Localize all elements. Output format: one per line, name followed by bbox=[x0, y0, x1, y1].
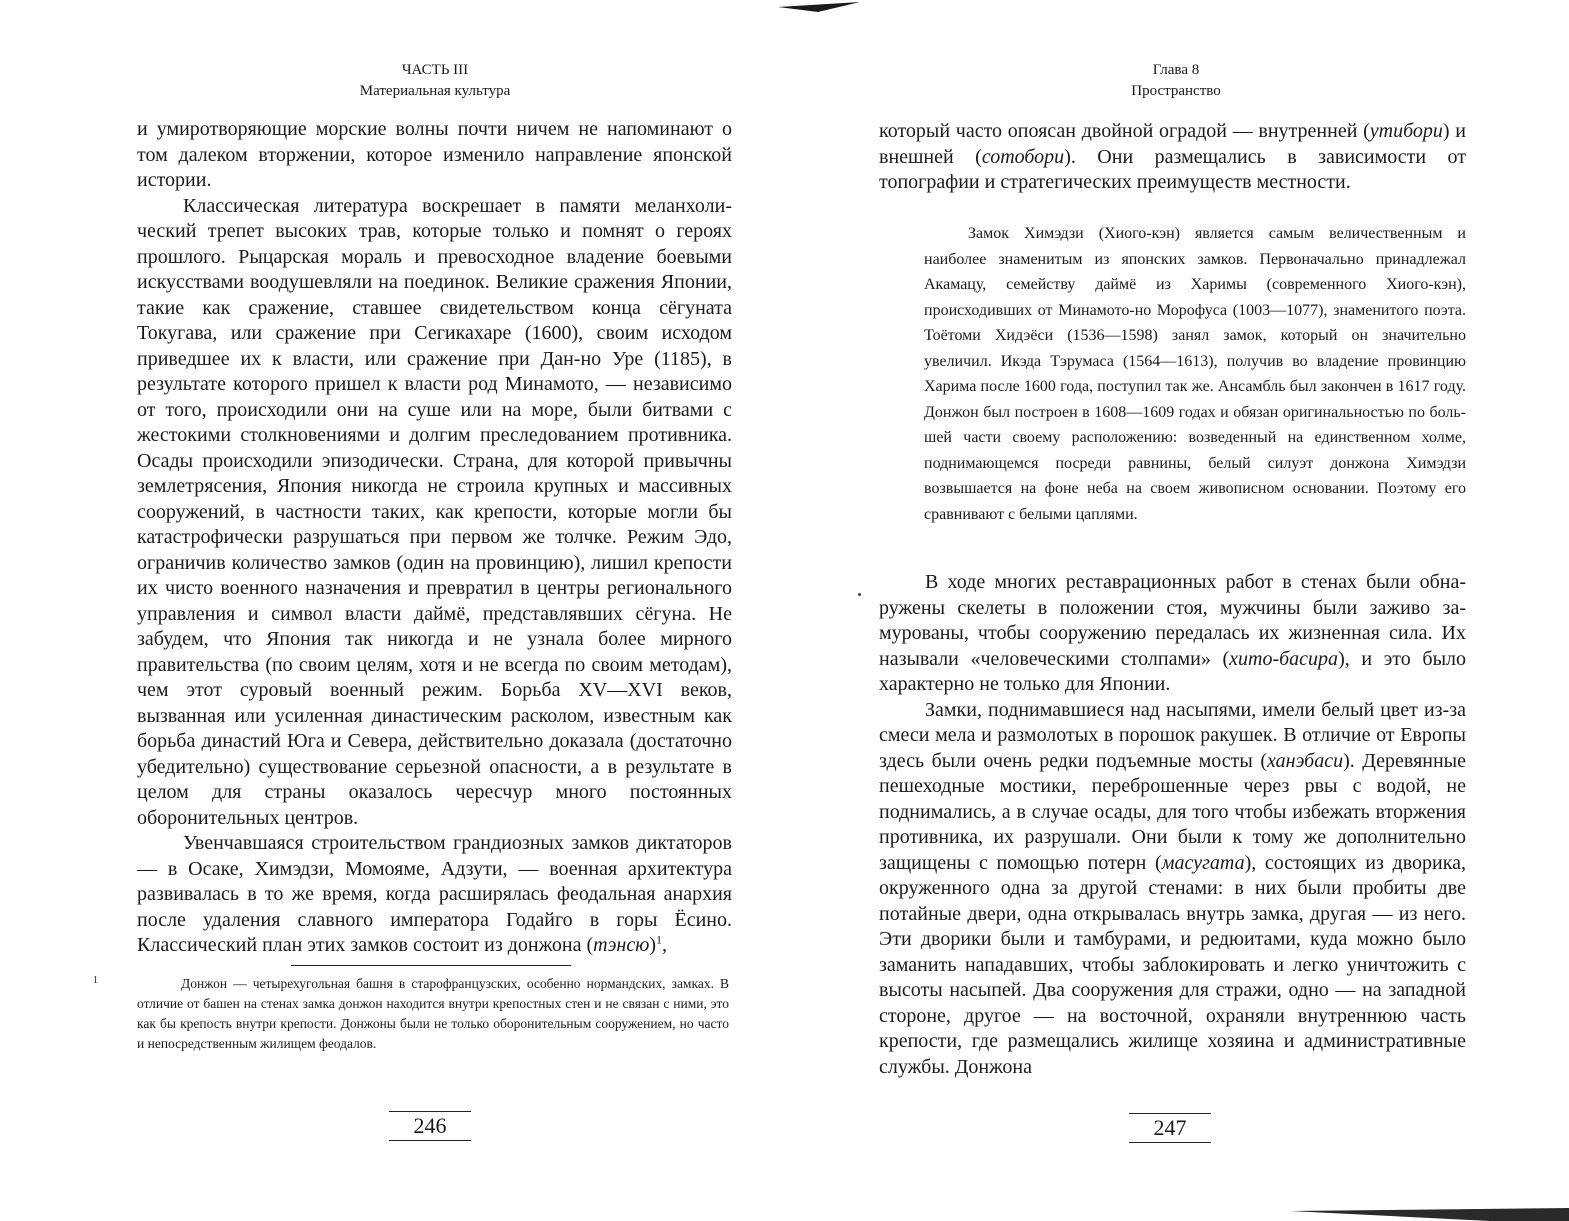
text-run: и умиротворяющие морские волны почти ничем не напоминают о том далеком вторжении, которое изменило направление японской истории. bbox=[137, 118, 732, 191]
paragraph bbox=[137, 117, 732, 194]
text-run: который часто опоясан двойной оградой — внутренней ( bbox=[879, 120, 1370, 142]
text-run: В ходе многих реставрационных работ в стенах были обнаружены скелеты в положении стоя, мужчины были заживо замурованы, чтобы сооружению передалась их жизненная сила. Их называли «человеческими столпами» ( bbox=[879, 571, 1466, 670]
text-run: ), и это было характерно не только для Японии. bbox=[879, 647, 1466, 695]
footnote bbox=[93, 974, 729, 1054]
right-page bbox=[784, 0, 1569, 1221]
block-quote bbox=[924, 221, 1466, 527]
paragraph bbox=[879, 119, 1466, 196]
chapter-label: Глава 8 bbox=[1152, 62, 1200, 78]
scan-artifact-edge bbox=[1290, 1205, 1569, 1221]
footnote-number: 1 bbox=[93, 975, 98, 986]
page-number-right: 247 bbox=[1129, 1113, 1211, 1143]
text-run: , bbox=[662, 934, 668, 956]
running-head-right bbox=[878, 60, 1474, 102]
text-run: ). Деревянные пешеходные мостики, переброшенные через рвы с водой, не поднимались, а в случае осады, для того чтобы избежать вторжения противника, их разрушали. Они были к тому же дополнительно защищены с помощью потерн ( bbox=[879, 749, 1467, 874]
italic-term: утибори bbox=[1369, 120, 1443, 142]
italic-term: ханэбаси bbox=[1267, 749, 1344, 772]
text-run: ), состоящих из дворика, окруженного одна за другой стенами: в них были пробиты две потайные двери, одна открывалась внутрь замка, другая — из него. Эти дворики были и тамбурами, и редюитами, куда можно было заманить нападавших, чтобы заблокировать и легко уничтожить с высоты насыпей. Два сооружения для стражи, одно — на западной стороне, другое — на восточной, охраняли внутреннюю часть крепости, где размещались жилище хозяина и административные службы. Донжона bbox=[879, 851, 1466, 1078]
footnote-separator bbox=[291, 965, 571, 966]
italic-term: хито-басира bbox=[1229, 647, 1339, 670]
text-run: Замки, поднимавшиеся над насыпями, имели белый цвет из-за смеси мела и размолотых в порошок ракушек. В отличие от Европы здесь были очень редки подъемные мосты ( bbox=[879, 698, 1466, 772]
part-label: ЧАСТЬ III bbox=[401, 62, 469, 78]
block-quote-text: Замок Химэдзи (Хиого-кэн) является самым величественным и наиболее знаменитым из японских замков. Первоначально принадлежал Акамацу, семейству даймё из Харимы (современного Хиого-кэн), происходивших от Минамото-но Морофуса (1003—1077), знаменитого поэта. Тоётоми Хидэёси (1536—1598) занял замок, который он значительно увеличил. Икэда Тэрумаса (1564—1613), получив во владение провинцию Харима после 1600 года, поступил так же. Ансамбль был закончен в 1617 году. Донжон был построен в 1608—1609 годах и обязан оригинальностью по большей части своему расположению: возведенный на единственном холме, поднимающемся посреди равнины, белый силуэт донжона Химэдзи возвышается на фоне неба на своем живописном основании. Поэтому его сравнивают с белыми цаплями. bbox=[924, 225, 1466, 523]
running-head-left bbox=[137, 60, 733, 102]
italic-term: тэнсю bbox=[593, 934, 650, 956]
footnote-text: Донжон — четырехугольная башня в старофранцузских, особенно нормандских, замках. В отличие от башен на стенах замка донжон находится внутри крепостных стен и не связан с ними, это как бы крепость внутри крепости. Донжоны были не только оборонительным сооружением, но часто и непосредственным жилищем феодалов. bbox=[137, 976, 729, 1051]
body-text-left bbox=[137, 117, 732, 959]
paragraph bbox=[879, 698, 1466, 1081]
page-number-left: 246 bbox=[389, 1111, 471, 1141]
paragraph bbox=[137, 194, 732, 832]
left-page bbox=[0, 0, 784, 1221]
paragraph bbox=[879, 570, 1466, 698]
text-run: ) bbox=[649, 934, 657, 956]
body-text-right-bottom bbox=[879, 570, 1466, 1080]
text-run: ). Они размещались в зависимости от топографии и стратегических преимуществ местности. bbox=[879, 145, 1466, 193]
paragraph bbox=[137, 831, 732, 959]
italic-term: масугата bbox=[1161, 851, 1245, 874]
footnote-reference: 1 bbox=[656, 932, 663, 947]
scan-artifact-dot bbox=[858, 593, 861, 596]
text-run: ) и внешней ( bbox=[879, 120, 1466, 168]
part-title: Материальная культура bbox=[359, 83, 511, 99]
text-run: Увенчавшаяся строительством грандиозных замков диктаторов — в Осаке, Химэдзи, Момояме, Адзути, — военная архитектура развивалась в то же время, когда расширялась феодальная анархия после удаления славного императора Годайго в горы Ёсино. Классический план этих замков состоит из донжона ( bbox=[137, 832, 732, 956]
text-run: Классическая литература воскрешает в памяти меланхолический трепет высоких трав, которые только и помнят о героях прошлого. Рыцарская мораль и превосходное владение боевыми искусствами воодушевляли на поединок. Великие сражения Японии, такие как сражение, ставшее свидетельством конца сёгуната Токугава, или сражение при Сегикахаре (1600), своим исходом приведшее их к власти, или сражение при Дан-но Уре (1185), в результате которого пришел к власти род Минамото, — независимо от того, происходили они на суше или на море, были битвами с жестокими столкновениями и долгим преследованием противника. Осады происходили эпизодически. Страна, для которой привычны землетрясения, Япония никогда не строила крупных и массивных сооружений, в частности таких, как крепости, которые могли бы катастрофически разрушаться при первом же толчке. Режим Эдо, ограничив количество замков (один на провинцию), лишил крепости их чисто военного назначения и превратил в центры регионального управления и символ власти даймё, представлявших сёгуна. Не забудем, что Япония так никогда и не узнала более мирного правительства (по своим целям, хотя и не всегда по своим методам), чем этот суровый военный режим. Борьба XV—XVI веков, вызванная или усиленная династическим расколом, известным как борьба династий Юга и Севера, действительно доказала (достаточно убедительно) существование серьезной опасности, а в результате в целом для страны оказалось чересчур много постоянных оборонительных центров. bbox=[137, 194, 732, 829]
body-text-right-top bbox=[879, 119, 1466, 196]
chapter-title: Пространство bbox=[1131, 83, 1221, 99]
italic-term: сотобори bbox=[981, 145, 1065, 168]
